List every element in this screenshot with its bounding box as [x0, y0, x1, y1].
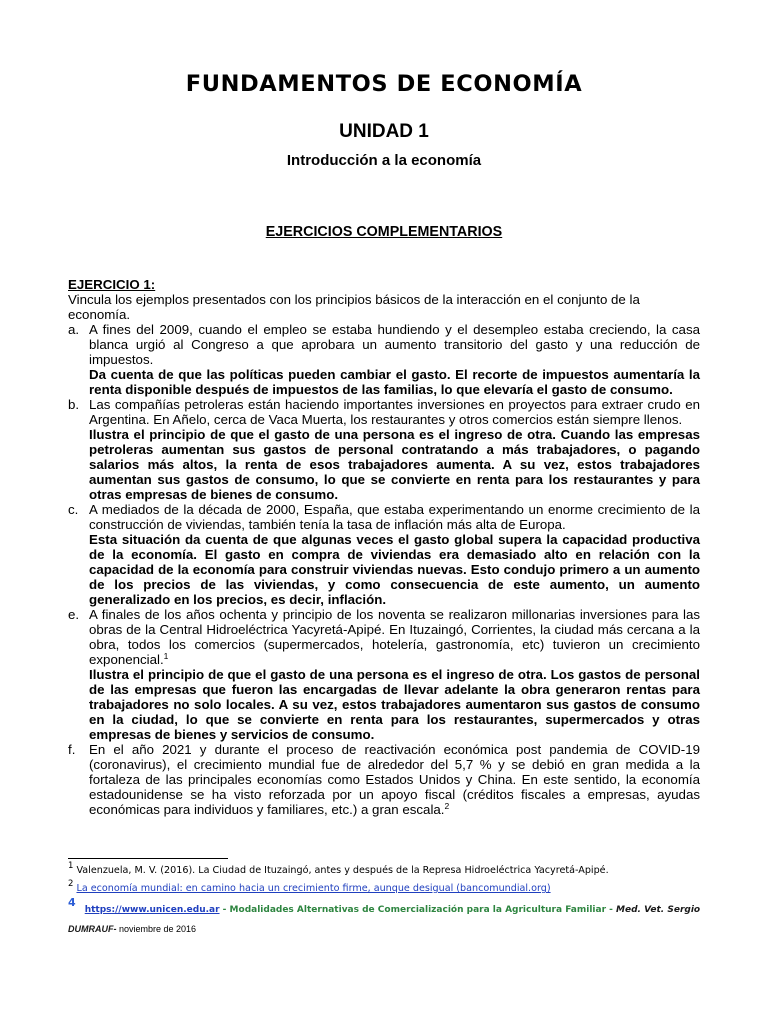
item-marker: c. — [68, 502, 79, 517]
footnote-mark: 2 — [68, 879, 74, 889]
footnote-4-continuation — [68, 923, 196, 935]
document-title: FUNDAMENTOS DE ECONOMÍA — [185, 71, 583, 97]
exercise-heading: EJERCICIO 1: — [68, 277, 156, 292]
exercise-body — [68, 276, 700, 817]
item-statement — [89, 607, 700, 667]
item-marker: e. — [68, 607, 80, 622]
item-statement: A fines del 2009, cuando el empleo se estaba hundiendo y el desempleo estaba creciendo, la casa blanca urgió al Congreso a que aprobara un aumento transitorio del gasto y una reducción de impuestos. — [89, 322, 700, 367]
source-author: Med. Vet. Sergio — [616, 905, 701, 915]
item-answer: Ilustra el principio de que el gasto de una persona es el ingreso de otra. Cuando las empresas petroleras aumentan sus gastos de personal contratando a más trabajadores, o pagando salarios más altos, la renta de esos trabajadores aumenta. A su vez, estos trabajadores aumentan sus gastos de consumo, lo que se convierte en renta para los restaurantes y para otras empresas de bienes de consumo. — [89, 427, 700, 502]
exercise-item-c — [68, 502, 700, 607]
exercise-item-e — [68, 607, 700, 742]
footnote-1 — [68, 861, 609, 877]
item-marker: b. — [68, 397, 80, 412]
statement-text: En el año 2021 y durante el proceso de reactivación económica post pandemia de COVID-19 (coronavirus), el crecimiento mundial fue de alrededor del 5,7 % y se debió en gran medida a la fortaleza de las principales economías como Estados Unidos y China. En este sentido, la economía estadounidense se ha visto reforzada por un apoyo fiscal (créditos fiscales a empresas, ayudas económicas para individuos y familiares, etc.) a gran escala. — [89, 742, 700, 817]
footnote-text: Valenzuela, M. V. (2016). La Ciudad de Ituzaingó, antes y después de la Represa Hidroeléctrica Yacyretá-Apipé. — [73, 865, 609, 876]
item-marker: f. — [68, 742, 76, 757]
footnote-mark: 1 — [68, 861, 74, 871]
item-answer: Esta situación da cuenta de que algunas veces el gasto global supera la capacidad productiva de la economía. El gasto en compra de viviendas era demasiado alto en relación con la capacidad de la economía para construir viviendas nuevas. Esto condujo primero a un aumento de los precios de las viviendas, y como consecuencia de este aumento, un aumento generalizado en los precios, es decir, inflación. — [89, 532, 700, 607]
footnote-separator — [68, 858, 228, 859]
unit-subtitle: Introducción a la economía — [286, 152, 482, 169]
unicen-link[interactable]: https://www.unicen.edu.ar — [84, 905, 220, 915]
exercise-item-f — [68, 742, 700, 817]
item-statement: A mediados de la década de 2000, España, que estaba experimentando un enorme crecimiento de la construcción de viviendas, también tenía la tasa de inflación más alta de Europa. — [89, 502, 700, 532]
footnote-ref[interactable]: 1 — [163, 651, 169, 661]
unit-heading: UNIDAD 1 — [339, 121, 429, 142]
section-title: EJERCICIOS COMPLEMENTARIOS — [265, 224, 503, 240]
item-statement: Las compañías petroleras están haciendo importantes inversiones en proyectos para extraer crudo en Argentina. En Añelo, cerca de Vaca Muerta, los restaurantes y otros comercios están siempre llenos. — [89, 397, 700, 427]
statement-text: A finales de los años ochenta y principio de los noventa se realizaron millonarias inversiones para las obras de la Central Hidroeléctrica Yacyretá-Apipé. En Ituzaingó, Corrientes, la ciudad más cercana a la obra, todos los comercios (supermercados, hotelería, gastronomía, etc) tuvieron un crecimiento exponencial. — [89, 607, 700, 667]
item-statement — [89, 742, 700, 817]
source-date: noviembre de 2016 — [116, 924, 197, 934]
footnote-mark: 4 — [68, 896, 76, 909]
item-answer: Ilustra el principio de que el gasto de una persona es el ingreso de otra. Los gastos de personal de las empresas que fueron las encargadas de llevar adelante la obra generaron rentas para trabajadores no solo locales. A su vez, estos trabajadores aumentaron sus gastos de consumo en la ciudad, lo que se convierte en renta para los restaurantes, supermercados y otras empresas de bienes y servicios de consumo. — [89, 667, 700, 742]
footnote-2 — [68, 879, 551, 895]
footnote-source-line — [85, 905, 700, 915]
source-author-surname: DUMRAUF- — [68, 924, 117, 934]
footnote-4 — [68, 896, 701, 915]
item-answer: Da cuenta de que las políticas pueden cambiar el gasto. El recorte de impuestos aumentaría la renta disponible después de impuestos de las familias, lo que elevaría el gasto de consumo. — [89, 367, 700, 397]
item-marker: a. — [68, 322, 80, 337]
exercise-item-a — [68, 322, 700, 397]
source-description: - Modalidades Alternativas de Comercialización para la Agricultura Familiar - — [219, 905, 617, 915]
footnote-ref[interactable]: 2 — [444, 801, 450, 811]
exercise-item-b — [68, 397, 700, 502]
footnote-link[interactable]: La economía mundial: en camino hacia un crecimiento firme, aunque desigual (bancomundial.org) — [76, 883, 551, 894]
exercise-intro: Vincula los ejemplos presentados con los principios básicos de la interacción en el conjunto de la economía. — [68, 292, 640, 322]
